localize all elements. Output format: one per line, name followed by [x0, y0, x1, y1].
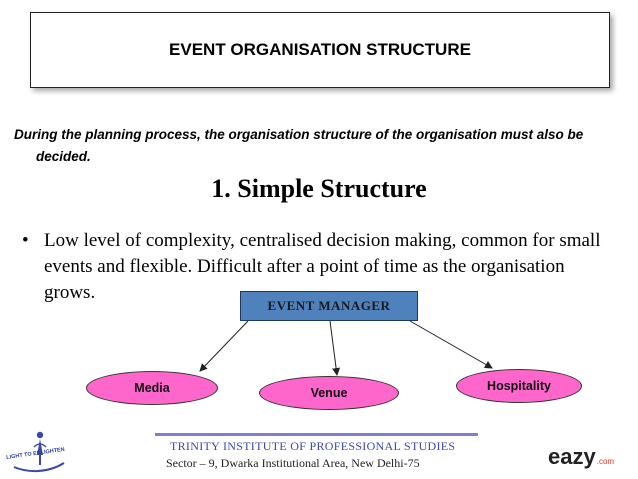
bullet-marker: •: [22, 230, 29, 251]
footer-divider: [155, 433, 478, 436]
slide-title: EVENT ORGANISATION STRUCTURE: [169, 40, 471, 59]
institute-logo-tagline: LIGHT TO ENLIGHTEN: [6, 446, 66, 461]
media-node: [86, 371, 218, 405]
bullet-text: Low level of complexity, centralised decision making, common for small events and flexible. Difficult after a point of time as the organisation grows.: [44, 230, 601, 303]
title-box: [30, 12, 610, 88]
connector-media: [200, 321, 248, 371]
hospitality-label: Hospitality: [487, 379, 551, 393]
brand-logo: [548, 444, 614, 470]
venue-label: Venue: [310, 386, 348, 400]
event-manager-node: [240, 291, 418, 321]
hospitality-node: [456, 369, 582, 403]
brand-name: eazy: [548, 444, 596, 469]
brand-tld: .com: [596, 457, 615, 466]
footer-address: Sector – 9, Dwarka Institutional Area, New Delhi-75: [166, 456, 420, 470]
media-label: Media: [134, 381, 170, 395]
footer-institute: TRINITY INSTITUTE OF PROFESSIONAL STUDIES: [170, 439, 456, 453]
connector-venue: [330, 321, 337, 375]
venue-node: [259, 376, 399, 410]
event-manager-label: EVENT MANAGER: [267, 298, 391, 313]
connector-hospitality: [410, 321, 492, 368]
section-heading: 1. Simple Structure: [211, 174, 427, 203]
intro-text: During the planning process, the organisation structure of the organisation must also be decided.: [14, 127, 584, 164]
